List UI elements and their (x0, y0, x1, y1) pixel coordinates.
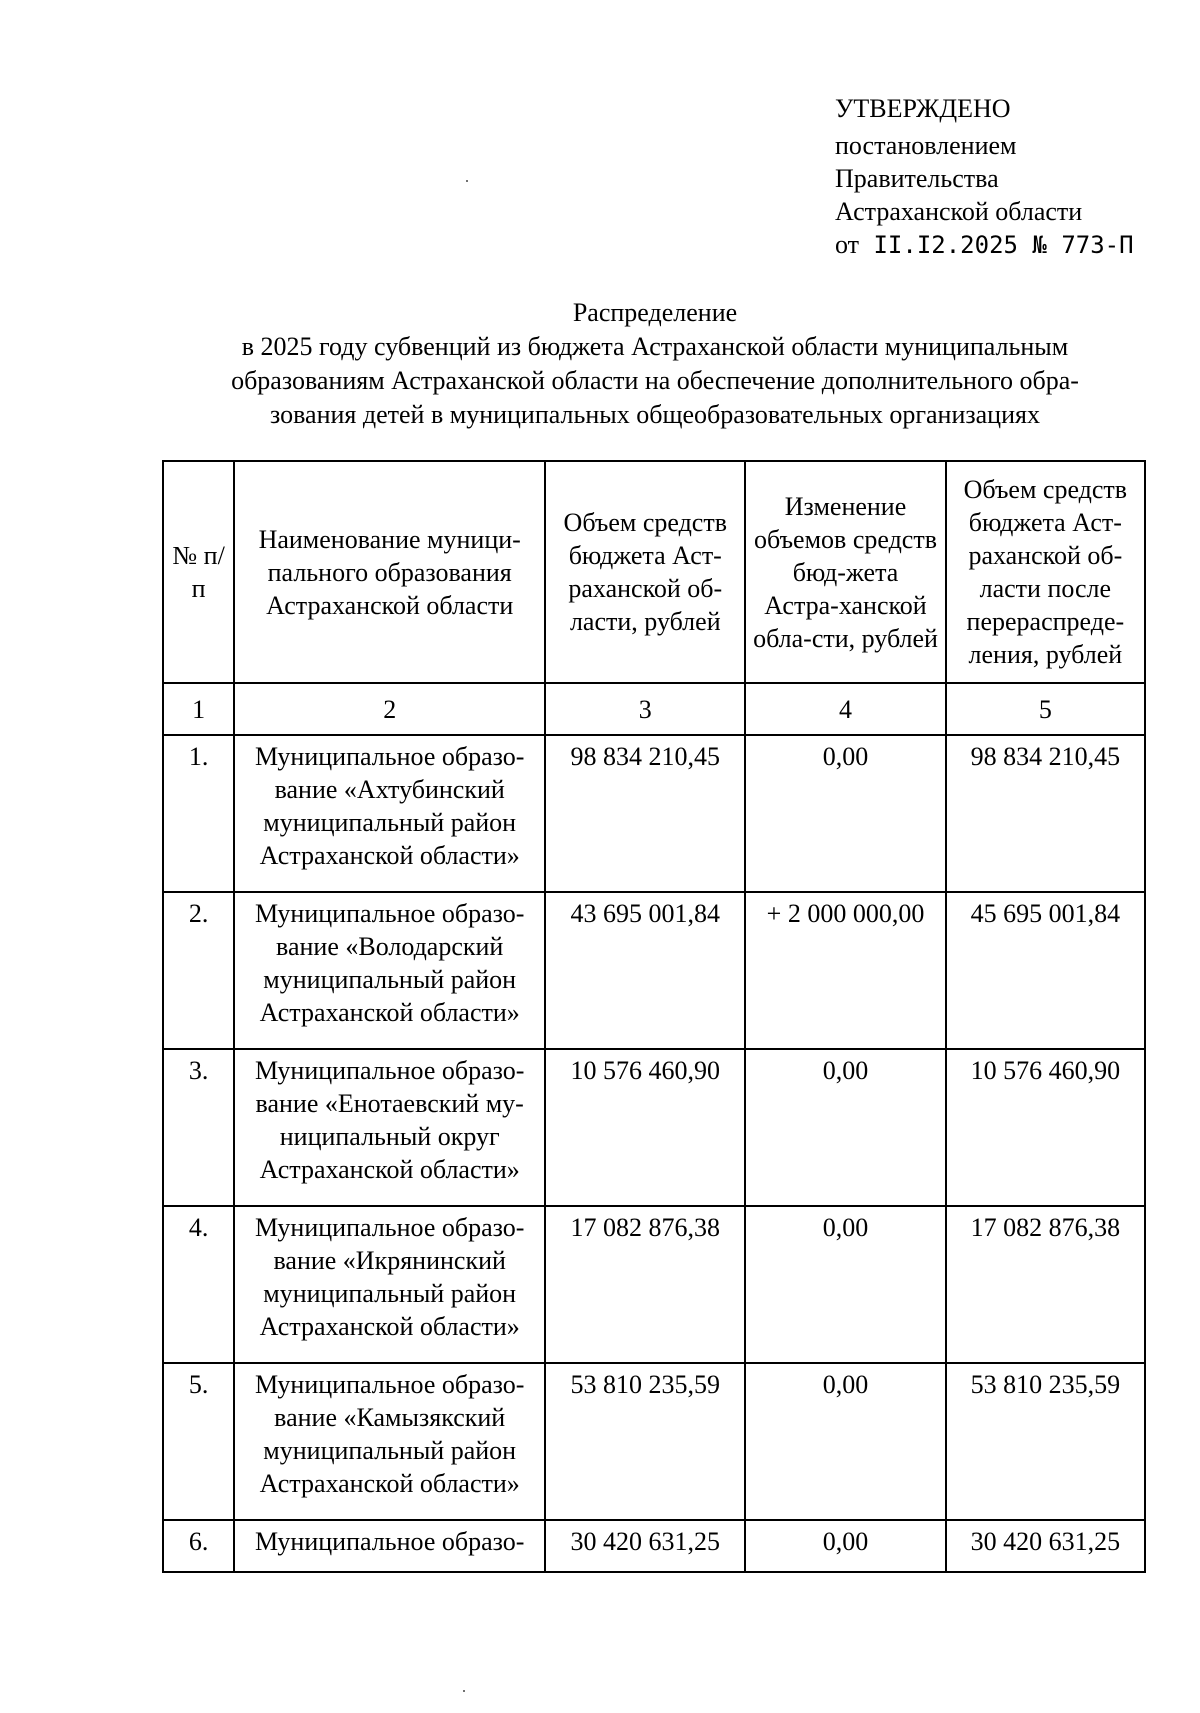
approval-block (835, 92, 1134, 262)
row-change: 0,00 (745, 735, 945, 892)
header-number: № п/п (163, 461, 234, 683)
document-title (165, 296, 1145, 432)
header-budget-after: Объем средств бюджета Аст-раханской об-ласти после перераспреде-ления, рублей (946, 461, 1145, 683)
column-number: 2 (234, 683, 545, 735)
header-municipality: Наименование муници-пального образования Астраханской области (234, 461, 545, 683)
row-change: 0,00 (745, 1049, 945, 1206)
row-budget: 98 834 210,45 (545, 735, 745, 892)
distribution-table (162, 460, 1146, 1573)
row-budget: 53 810 235,59 (545, 1363, 745, 1520)
row-budget-after: 53 810 235,59 (946, 1363, 1145, 1520)
row-budget-after: 10 576 460,90 (946, 1049, 1145, 1206)
row-change: 0,00 (745, 1363, 945, 1520)
title-line-4: зования детей в муниципальных общеобразовательных организациях (270, 400, 1040, 429)
column-number: 5 (946, 683, 1145, 735)
approval-line-3: Астраханской области (835, 197, 1083, 226)
table-row (163, 1206, 1145, 1363)
header-change: Изменение объемов средств бюд-жета Астра-ханской обла-сти, рублей (745, 461, 945, 683)
row-municipality: Муниципальное образо-вание «Камызякский муниципальный район Астраханской области» (234, 1363, 545, 1520)
row-budget: 43 695 001,84 (545, 892, 745, 1049)
row-number: 1. (163, 735, 234, 892)
column-number-row (163, 683, 1145, 735)
approval-line-2: Правительства (835, 164, 999, 193)
scan-speck (463, 1690, 465, 1692)
table-header-row (163, 461, 1145, 683)
row-number: 2. (163, 892, 234, 1049)
row-budget-after: 45 695 001,84 (946, 892, 1145, 1049)
title-line-2: в 2025 году субвенций из бюджета Астраханской области муниципальным (241, 332, 1069, 361)
row-number: 6. (163, 1520, 234, 1572)
column-number: 3 (545, 683, 745, 735)
title-line-1: Распределение (572, 298, 738, 327)
row-number: 3. (163, 1049, 234, 1206)
row-number: 5. (163, 1363, 234, 1520)
scan-speck (466, 180, 468, 182)
column-number: 1 (163, 683, 234, 735)
row-budget-after: 30 420 631,25 (946, 1520, 1145, 1572)
row-change: 0,00 (745, 1520, 945, 1572)
table-row (163, 892, 1145, 1049)
row-budget-after: 98 834 210,45 (946, 735, 1145, 892)
table-row (163, 735, 1145, 892)
table-row (163, 1520, 1145, 1572)
row-municipality: Муниципальное образо- (234, 1520, 545, 1572)
approval-line-1: постановлением (835, 131, 1017, 160)
row-change: 0,00 (745, 1206, 945, 1363)
header-budget: Объем средств бюджета Аст-раханской об-ласти, рублей (545, 461, 745, 683)
approval-date-prefix: от (835, 230, 860, 259)
row-municipality: Муниципальное образо-вание «Ахтубинский муниципальный район Астраханской области» (234, 735, 545, 892)
approval-date-number: II.I2.2025 № 773-П (873, 231, 1134, 259)
row-budget: 17 082 876,38 (545, 1206, 745, 1363)
row-municipality: Муниципальное образо-вание «Володарский муниципальный район Астраханской области» (234, 892, 545, 1049)
row-municipality: Муниципальное образо-вание «Енотаевский му-ниципальный округ Астраханской области» (234, 1049, 545, 1206)
table-row (163, 1363, 1145, 1520)
row-municipality: Муниципальное образо-вание «Икрянинский муниципальный район Астраханской области» (234, 1206, 545, 1363)
column-number: 4 (745, 683, 945, 735)
row-change: + 2 000 000,00 (745, 892, 945, 1049)
approval-heading: УТВЕРЖДЕНО (835, 94, 1011, 123)
row-budget: 10 576 460,90 (545, 1049, 745, 1206)
approval-date-line (835, 228, 1134, 262)
table-row (163, 1049, 1145, 1206)
title-line-3: образованиям Астраханской области на обеспечение дополнительного обра- (231, 366, 1079, 395)
row-budget-after: 17 082 876,38 (946, 1206, 1145, 1363)
row-number: 4. (163, 1206, 234, 1363)
row-budget: 30 420 631,25 (545, 1520, 745, 1572)
